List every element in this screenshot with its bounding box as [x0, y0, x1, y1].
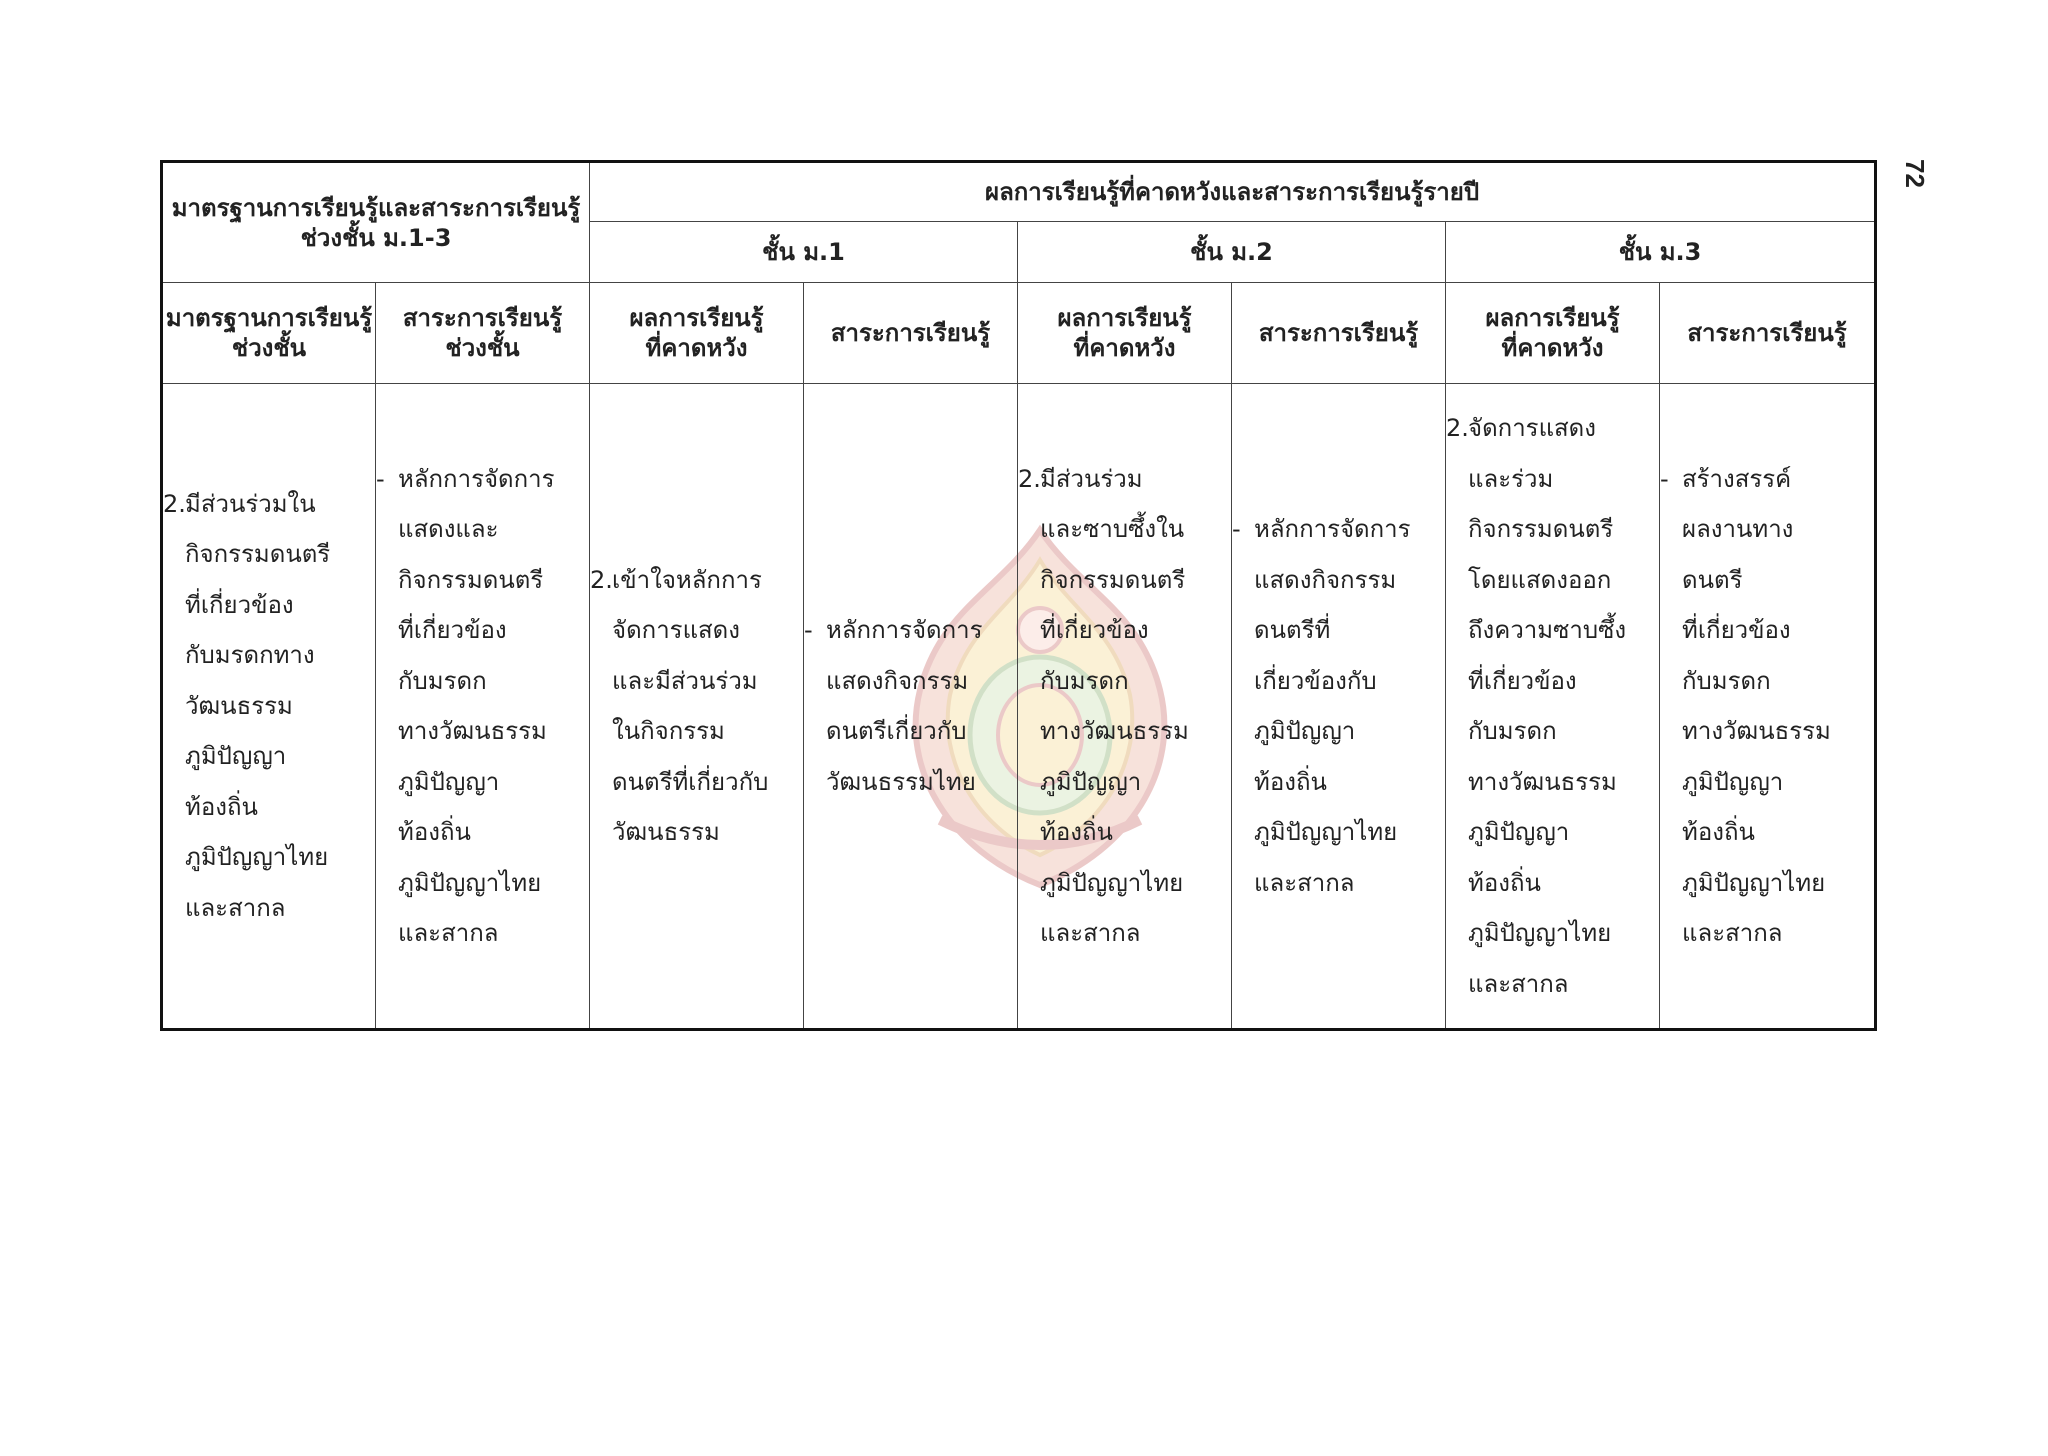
cell-line: และสากล: [185, 893, 286, 922]
cell-line: ดนตรี: [1682, 565, 1743, 594]
cell-line: และร่วม: [1468, 464, 1554, 493]
item-marker: 2.: [590, 565, 613, 594]
cell-line: กับมรดก: [1682, 666, 1771, 695]
cell-line: ทางวัฒนธรรม: [1468, 767, 1617, 796]
table-cell: [1660, 384, 1876, 1030]
cell-line: และซาบซึ้งใน: [1040, 515, 1185, 543]
cell-line: และสากล: [1468, 969, 1569, 998]
column-header-line: ผลการเรียนรู้: [1057, 304, 1192, 332]
column-header-line: ที่คาดหวัง: [1073, 334, 1176, 362]
cell-line: ทางวัฒนธรรม: [398, 717, 547, 745]
page-number: 72: [1899, 159, 1930, 188]
item-marker: -: [804, 616, 813, 644]
cell-line: ดนตรีที่: [1254, 616, 1331, 644]
cell-line: กิจกรรมดนตรี: [1468, 515, 1614, 543]
cell-line: หลักการจัดการ: [1254, 515, 1411, 543]
item-marker: -: [1660, 464, 1669, 493]
column-header: [162, 283, 376, 384]
column-header: [590, 283, 804, 384]
cell-line: ทางวัฒนธรรม: [1682, 717, 1831, 745]
item-marker: -: [1232, 515, 1241, 543]
column-header-line: สาระการเรียนรู้: [402, 304, 563, 332]
cell-line: เข้าใจหลักการ: [612, 565, 762, 594]
cell-line: มีส่วนร่วมใน: [185, 489, 316, 518]
table-cell: [590, 384, 804, 1030]
cell-line: จัดการแสดง: [612, 616, 740, 644]
cell-line: ที่เกี่ยวข้อง: [398, 616, 507, 644]
cell-line: ท้องถิ่น: [1040, 818, 1113, 846]
table-cell: [376, 384, 590, 1030]
table-cell: [1018, 384, 1232, 1030]
cell-line: ภูมิปัญญาไทย: [185, 843, 329, 872]
column-header: [804, 283, 1018, 384]
item-marker: 2.: [163, 489, 186, 518]
annual-outcomes-header: ผลการเรียนรู้ที่คาดหวังและสาระการเรียนรู้รายปี: [590, 162, 1876, 222]
cell-line: แสดงกิจกรรม: [1254, 565, 1397, 594]
column-header-line: สาระการเรียนรู้: [830, 319, 991, 347]
cell-line: หลักการจัดการ: [398, 464, 555, 493]
cell-line: แสดงกิจกรรม: [826, 666, 969, 695]
column-header: [1232, 283, 1446, 384]
column-header-line: ผลการเรียนรู้: [629, 304, 764, 332]
cell-line: ภูมิปัญญาไทย: [398, 868, 542, 897]
column-header-line: ผลการเรียนรู้: [1485, 304, 1620, 332]
cell-line: ในกิจกรรม: [612, 717, 725, 745]
column-header-line: สาระการเรียนรู้: [1687, 319, 1847, 347]
cell-line: วัฒนธรรม: [612, 818, 720, 846]
cell-line: เกี่ยวข้องกับ: [1254, 666, 1377, 695]
cell-line: สร้างสรรค์: [1682, 464, 1792, 493]
standards-header: [162, 162, 590, 283]
cell-line: และสากล: [1682, 919, 1783, 947]
column-header-line: ช่วงชั้น: [445, 334, 520, 362]
column-header-line: ที่คาดหวัง: [1501, 334, 1604, 362]
cell-line: ดนตรีเกี่ยวกับ: [826, 717, 967, 745]
cell-line: ดนตรีที่เกี่ยวกับ: [612, 767, 769, 796]
cell-line: มีส่วนร่วม: [1040, 464, 1143, 493]
cell-line: ทางวัฒนธรรม: [1040, 717, 1189, 745]
cell-line: กับมรดก: [1468, 717, 1557, 745]
cell-line: ที่เกี่ยวข้อง: [1468, 666, 1577, 695]
cell-line: และสากล: [1040, 919, 1141, 947]
column-header: [1018, 283, 1232, 384]
table-cell: [1232, 384, 1446, 1030]
cell-line: กิจกรรมดนตรี: [185, 540, 331, 569]
cell-line: กับมรดกทาง: [185, 641, 315, 670]
column-header: [376, 283, 590, 384]
cell-line: ภูมิปัญญาไทย: [1468, 919, 1612, 947]
cell-line: แสดงและ: [398, 515, 499, 543]
table-cell: [1446, 384, 1660, 1030]
cell-line: วัฒนธรรมไทย: [826, 767, 976, 796]
cell-line: โดยแสดงออก: [1468, 565, 1612, 594]
cell-line: ภูมิปัญญาไทย: [1040, 868, 1184, 897]
column-header-line: มาตรฐานการเรียนรู้: [165, 304, 373, 332]
cell-line: ภูมิปัญญาไทย: [1682, 868, 1826, 897]
cell-line: ที่เกี่ยวข้อง: [185, 590, 294, 619]
grade-header-m3: ชั้น ม.3: [1446, 222, 1876, 283]
column-header-line: สาระการเรียนรู้: [1258, 319, 1419, 347]
column-header: [1446, 283, 1660, 384]
cell-line: ถึงความซาบซึ้ง: [1468, 616, 1627, 644]
item-marker: 2.: [1018, 464, 1041, 493]
cell-line: ท้องถิ่น: [185, 792, 258, 821]
standards-header-line: ช่วงชั้น ม.1-3: [300, 223, 452, 252]
cell-line: ที่เกี่ยวข้อง: [1682, 616, 1791, 644]
grade-header-m2: ชั้น ม.2: [1018, 222, 1446, 283]
item-marker: -: [376, 464, 385, 493]
cell-line: ภูมิปัญญาไทย: [1254, 818, 1398, 846]
cell-line: ภูมิปัญญา: [1040, 767, 1142, 796]
column-header-line: ที่คาดหวัง: [645, 334, 748, 362]
curriculum-table: [160, 160, 1877, 1031]
cell-line: ภูมิปัญญา: [1468, 818, 1570, 846]
table-cell: [804, 384, 1018, 1030]
cell-line: ท้องถิ่น: [1682, 818, 1755, 846]
column-header-line: ช่วงชั้น: [231, 334, 307, 362]
cell-line: กับมรดก: [1040, 666, 1129, 695]
cell-line: กับมรดก: [398, 666, 487, 695]
cell-line: จัดการแสดง: [1468, 414, 1596, 442]
cell-line: และมีส่วนร่วม: [612, 666, 758, 695]
grade-header-m1: ชั้น ม.1: [590, 222, 1018, 283]
cell-line: หลักการจัดการ: [826, 616, 983, 644]
cell-line: ภูมิปัญญา: [398, 767, 500, 796]
cell-line: ท้องถิ่น: [398, 818, 471, 846]
cell-line: ที่เกี่ยวข้อง: [1040, 616, 1149, 644]
cell-line: และสากล: [398, 919, 499, 947]
cell-line: ท้องถิ่น: [1254, 767, 1327, 796]
cell-line: กิจกรรมดนตรี: [1040, 565, 1186, 594]
cell-line: ภูมิปัญญา: [185, 742, 287, 771]
column-header: [1660, 283, 1876, 384]
table-cell: [162, 384, 376, 1030]
cell-line: ภูมิปัญญา: [1254, 717, 1356, 745]
cell-line: วัฒนธรรม: [185, 691, 293, 720]
standards-header-line: มาตรฐานการเรียนรู้และสาระการเรียนรู้: [171, 193, 581, 222]
cell-line: และสากล: [1254, 868, 1355, 897]
cell-line: ท้องถิ่น: [1468, 868, 1541, 897]
cell-line: กิจกรรมดนตรี: [398, 565, 544, 594]
item-marker: 2.: [1446, 414, 1469, 442]
cell-line: ผลงานทาง: [1682, 515, 1794, 543]
cell-line: ภูมิปัญญา: [1682, 767, 1784, 796]
